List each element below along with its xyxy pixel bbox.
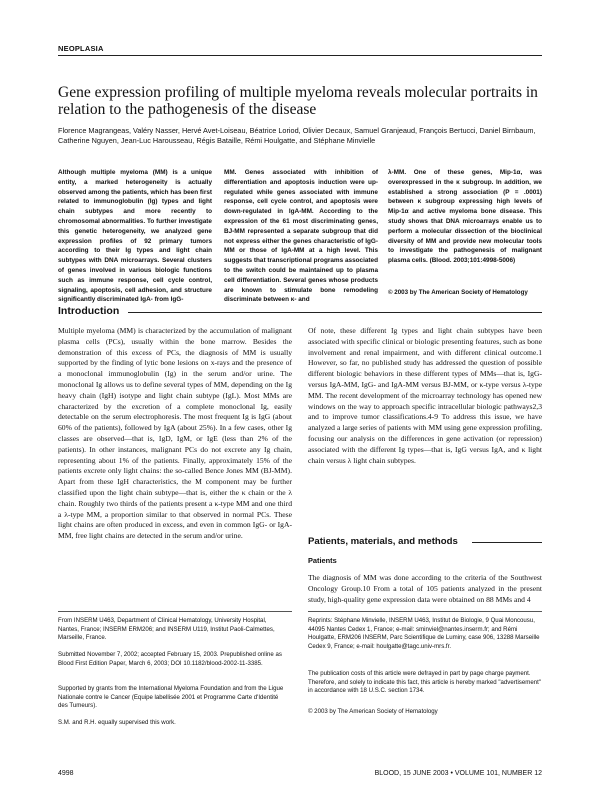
footnote-rule-right [308, 611, 542, 612]
header-rule [58, 55, 542, 56]
introduction-right-column: Of note, these different Ig types and light chain subtypes have been associated with specific clinical or biologic presenting features, such as bone involvement and renal impairment, and with different clinical outcome.1 However, so far, no published study has addressed the question of possible different biologic behaviors in these different types of MMs—that is, IgG- versus IgA-MM, IgG- and IgA-MM versus BJ-MM, or κ-type versus λ-type MM. The recent development of the microarray technology has opened new windows on the way to approach specific intracellular biologic pathways2,3 and to improve tumor classifications.4-9 To address this issue, we have analyzed a large series of patients with MM using gene expression profiling, focusing our analysis on the differences in gene activation (or repression) associated with the different Ig types—that is, IgG versus IgA, and κ light chain versus λ light chain subtypes. [308, 326, 542, 465]
abstract-column-3: λ-MM. One of these genes, Mip-1α, was overexpressed in the κ subgroup. In addition, we established a strong association (P = .0001) between κ subgroup expressing high levels of Mip-1α and active myeloma bone disease. This study shows that DNA microarrays enable us to perform a molecular dissection of the bioclinical diversity of MM and provide new molecular tools to investigate the pathogenesis of malignant plasma cells. (Blood. 2003;101:4998-5006) [388, 169, 542, 265]
introduction-heading: Introduction [58, 305, 120, 317]
publication-cost-note: The publication costs of this article were defrayed in part by page charge payment. Therefore, and solely to indicate this fact, this article is hereby marked "advertisement" in accordance with 18 U.S.C. section 1734. [308, 670, 541, 695]
supervision-note: S.M. and R.H. equally supervised this work. [58, 719, 176, 726]
abstract-column-2: MM. Genes associated with inhibition of differentiation and apoptosis induction were up-regulated while genes associated with immune response, cell cycle control, and apoptosis were down-regulated in IgA-MM. According to the expression of the 61 most discriminating genes, BJ-MM represented a separate subgroup that did not express either the genes characteristic of IgG-MM or those of IgA-MM at a high level. This suggests that transcriptional programs associated to the switch could be maintained up to plasma cell differentiation. Several genes whose products are known to stimulate bone remodeling discriminate between κ- and [224, 169, 378, 304]
introduction-left-column: Multiple myeloma (MM) is characterized by the accumulation of malignant plasma cells (PCs), usually within the bone marrow. Besides the demonstration of this excess of PCs, the diagnosis of MM is usually supported by the finding of lytic bone lesions on x-rays and the presence of a monoclonal immunoglobulin (Ig) in the serum and/or urine. The monoclonal Ig allows us to define several types of MM, depending on the Ig heavy chain (IgH) isotype and light chain subtype (IgL). Most MMs are characterized by the excretion of a complete monoclonal Ig, easily detectable on the serum electrophoresis. The most frequent Ig is IgG (about 60% of the patients), followed by IgA (about 25%). In a few cases, other Ig classes are observed—that is, IgD, IgM, or IgE (less than 2% of the patients). In other instances, malignant PCs do not excrete any Ig chain, representing about 1% of the patients. Finally, approximately 15% of the patients excrete only light chains: the so-called Bence Jones MM (BJ-MM). Apart from these IgH characteristics, the M component may be further classified upon the light chain subtype—that is, either the κ chain or the λ chain. Roughly two thirds of the patients present a κ-type MM and one third a λ-type MM, a proportion similar to that observed in normal PCs. These light chains are often produced in excess, and even in common IgG- or IgA-MM, free light chains are detected in the serum and/or urine. [58, 326, 292, 541]
methods-heading: Patients, materials, and methods [308, 536, 458, 547]
patients-subheading: Patients [308, 556, 337, 565]
journal-issue-info: BLOOD, 15 JUNE 2003 • VOLUME 101, NUMBER 12 [374, 770, 542, 777]
abstract-column-1: Although multiple myeloma (MM) is a unique entity, a marked heterogeneity is actually observed among the patients, which has been first related to immunoglobulin (Ig) types and light chain subtypes and more recently to chromosomal abnormalities. To further investigate this genetic heterogeneity, we analyzed gene expression profiles of 92 primary tumors according to their Ig types and light chain subtypes with DNA microarrays. Several clusters of genes involved in various biologic functions such as immune response, cell cycle control, signaling, apoptosis, cell adhesion, and structure significantly discriminated IgA- from IgG- [58, 169, 212, 304]
author-list: Florence Magrangeas, Valéry Nasser, Hervé Avet-Loiseau, Béatrice Loriod, Olivier Decaux, Samuel Granjeaud, François Bertucci, Daniel Birnbaum, Catherine Nguyen, Jean-Luc Harousseau, Régis Bataille, Rémi Houlgatte, and Stéphane Minvielle [58, 126, 536, 145]
page-number: 4998 [58, 770, 74, 777]
submission-note: Submitted November 7, 2002; accepted February 15, 2003. Prepublished online as Blood First Edition Paper, March 6, 2003; DOI 10.1182/blood-2002-11-3385. [58, 651, 282, 667]
section-label: NEOPLASIA [58, 44, 104, 53]
patients-paragraph: The diagnosis of MM was done according to the criteria of the Southwest Oncology Group.10 From a total of 105 patients analyzed in the present study, high-quality gene expression data were obtained on 88 MMs and 4 [308, 573, 542, 604]
footnote-rule-left [58, 611, 292, 612]
abstract-copyright: © 2003 by The American Society of Hematology [388, 289, 528, 296]
introduction-rule [128, 312, 542, 313]
funding-note: Supported by grants from the International Myeloma Foundation and from the Ligue Nationale contre le Cancer (Equipe labellisée 2001 et Programme Carte d'Identité des Tumeurs). [58, 685, 284, 710]
reprints-note: Reprints: Stéphane Minvielle, INSERM U463, Institut de Biologie, 9 Quai Moncousu, 44095 Nantes Cedex 1, France; e-mail: sminviel@nantes.inserm.fr; and Rémi Houlgatte, ERM206 INSERM, Parc Scientifique de Luminy, case 906, 13288 Marseille Cedex 9, France; e-mail: houlgatte@tagc.univ-mrs.fr. [308, 617, 540, 650]
methods-rule [472, 542, 542, 543]
footnote-copyright: © 2003 by The American Society of Hematology [308, 708, 438, 715]
article-title: Gene expression profiling of multiple myeloma reveals molecular portraits in relation to the pathogenesis of the disease [58, 84, 538, 118]
affiliation-note: From INSERM U463, Department of Clinical Hematology, University Hospital, Nantes, France; INSERM ERM206; and INSERM U119, Institut Paoli-Calmettes, Marseille, France. [58, 617, 275, 642]
